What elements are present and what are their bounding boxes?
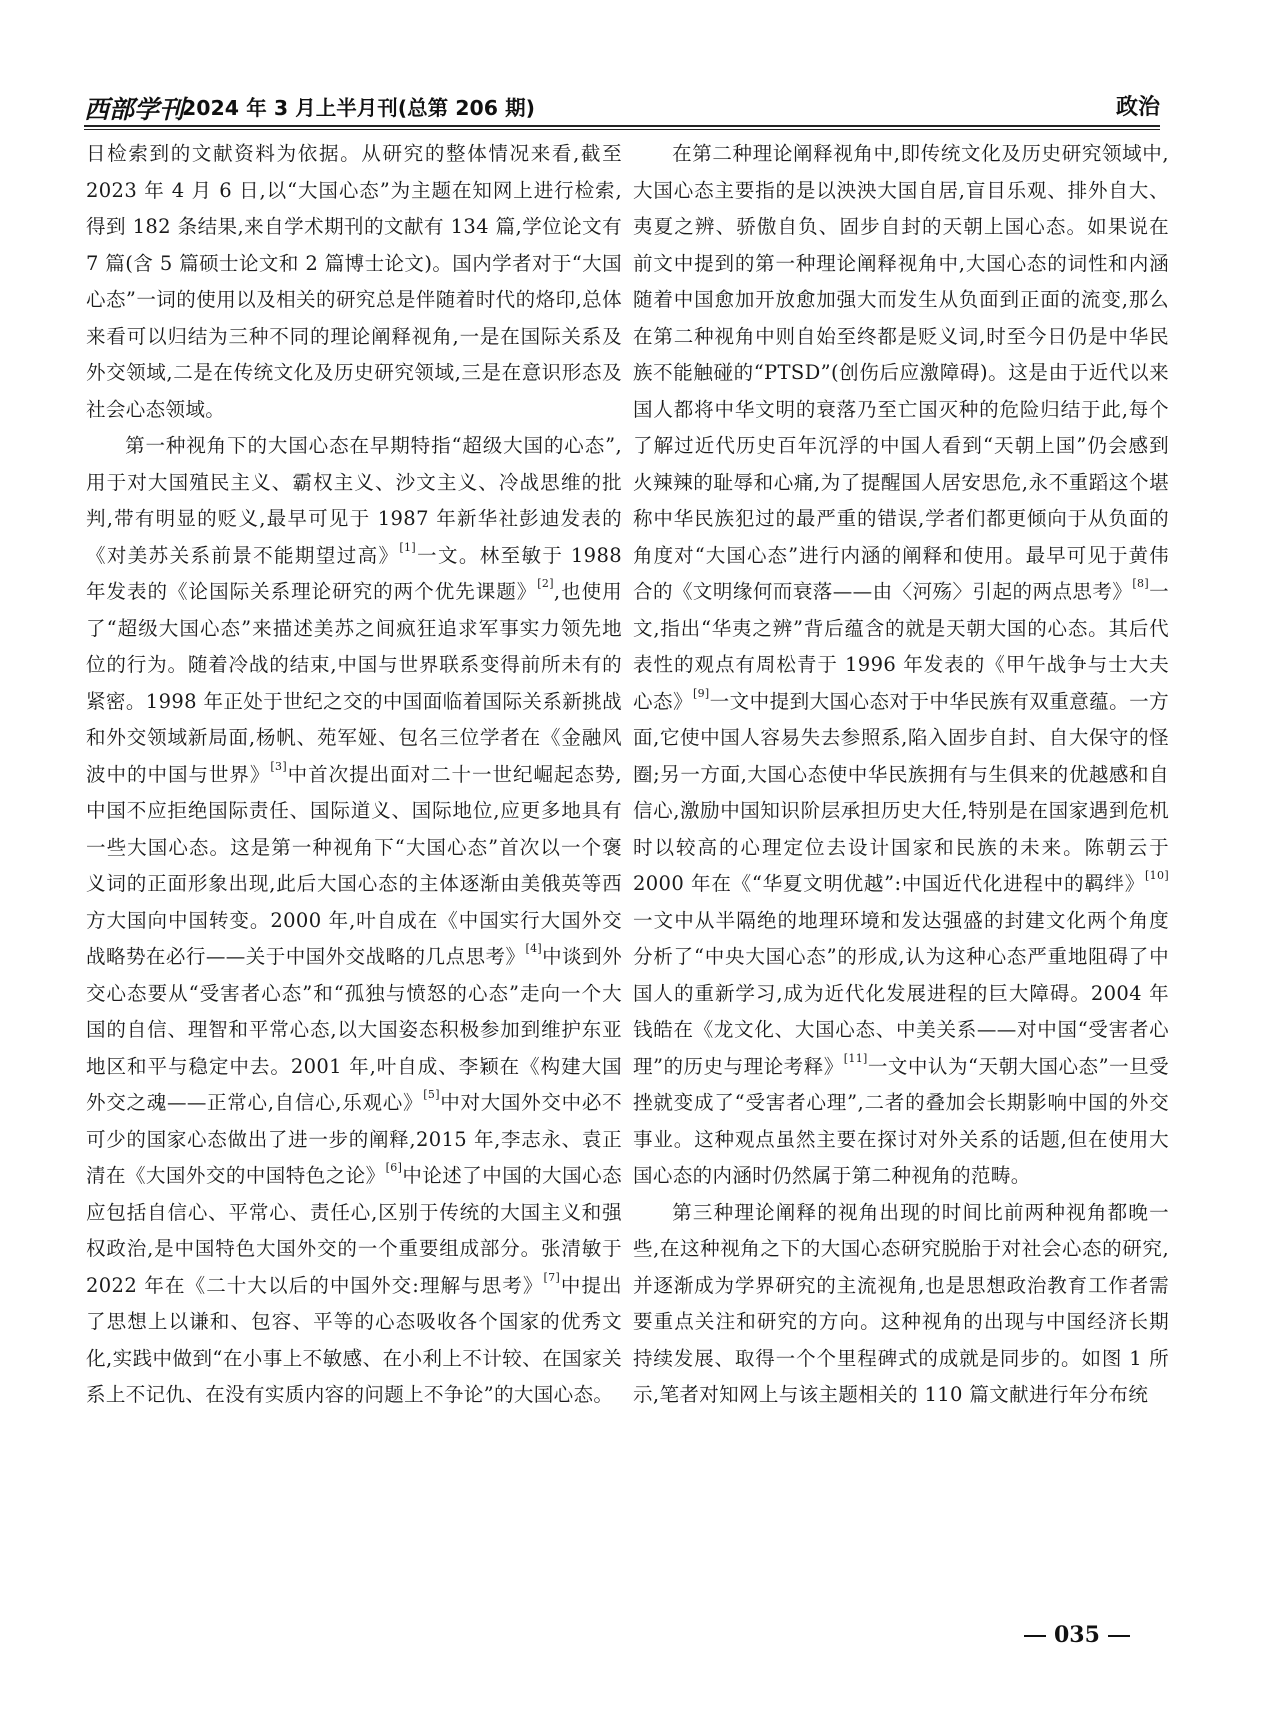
citation: [10] (1145, 869, 1169, 882)
citation: [6] (385, 1161, 403, 1174)
dash (1108, 1635, 1130, 1637)
citation: [8] (1132, 577, 1150, 590)
paragraph: 第三种理论阐释的视角出现的时间比前两种视角都晚一些,在这种视角之下的大国心态研究脱胎于对社会心态的研究,并逐渐成为学界研究的主流视角,也是思想政治教育工作者需要重点关注和研究的方向。这种视角的出现与中国经济长期持续发展、取得一个个里程碑式的成就是同步的。如图 1 所示,笔者对知网上与该主题相关的 110 篇文献进行年分布统 (633, 1200, 1169, 1406)
left-column (86, 136, 622, 1414)
header-rule (84, 125, 1160, 127)
citation: [3] (270, 759, 288, 773)
journal-logo: 西部学刊 (84, 95, 185, 124)
citation: [4] (525, 942, 543, 955)
page-number: 035 (1016, 1622, 1138, 1648)
paragraph: 第一种视角下的大国心态在早期特指“超级大国的心态”,用于对大国殖民主义、霸权主义、沙文主义、冷战思维的批判,带有明显的贬义,最早可见于 1987 年新华社彭迪发表的《对美苏关系前景不能期望过高》[1]一文。林至敏于 1988 年发表的《论国际关系理论研究的两个优先课题》[2],也使用了“超级大国心态”来描述美苏之间疯狂追求军事实力领先地位的行为。随着冷战的结束,中国与世界联系变得前所未有的紧密。1998 年正处于世纪之交的中国面临着国际关系新挑战和外交领域新局面,杨帆、苑军娅、包名三位学者在《金融风波中的中国与世界》[3]中首次提出面对二十一世纪崛起态势,中国不应拒绝国际责任、国际道义、国际地位,应更多地具有一些大国心态。这是第一种视角下“大国心态”首次以一个褒义词的正面形象出现,此后大国心态的主体逐渐由美俄英等西方大国向中国转变。2000 年,叶自成在《中国实行大国外交战略势在必行——关于中国外交战略的几点思考》[4]中谈到外交心态要从“受害者心态”和“孤独与愤怒的心态”走向一个大国的自信、理智和平常心态,以大国姿态积极参加到维护东亚地区和平与稳定中去。2001 年,叶自成、李颖在《构建大国外交之魂——正常心,自信心,乐观心》[5]中对大国外交中必不可少的国家心态做出了进一步的阐释,2015 年,李志永、袁正清在《大国外交的中国特色之论》[6]中论述了中国的大国心态应包括自信心、平常心、责任心,区别于传统的大国主义和强权政治,是中国特色大国外交的一个重要组成部分。张清敏于 2022 年在《二十大以后的中国外交:理解与思考》[7]中提出了思想上以谦和、包容、平等的心态吸收各个国家的优秀文化,实践中做到“在小事上不敏感、在小利上不计较、在国家关系上不记仇、在没有实质内容的问题上不争论”的大国心态。 (86, 434, 623, 1406)
right-column (633, 136, 1169, 1414)
section-label: 政治 (1115, 95, 1160, 120)
citation: [9] (692, 686, 710, 700)
paragraph: 在第二种理论阐释视角中,即传统文化及历史研究领域中,大国心态主要指的是以泱泱大国自居,盲目乐观、排外自大、夷夏之辨、骄傲自负、固步自封的天朝上国心态。如果说在前文中提到的第一种理论阐释视角中,大国心态的词性和内涵随着中国愈加开放愈加强大而发生从负面到正面的流变,那么在第二种视角中则自始至终都是贬义词,时至今日仍是中华民族不能触碰的“PTSD”(创伤后应激障碍)。这是由于近代以来国人都将中华文明的衰落乃至亡国灭种的危险归结于此,每个了解过近代历史百年沉浮的中国人看到“天朝上国”仍会感到火辣辣的耻辱和心痛,为了提醒国人居安思危,永不重蹈这个堪称中华民族犯过的最严重的错误,学者们都更倾向于从负面的角度对“大国心态”进行内涵的阐释和使用。最早可见于黄伟合的《文明缘何而衰落——由〈河殇〉引起的两点思考》[8]一文,指出“华夷之辨”背后蕴含的就是天朝大国的心态。其后代表性的观点有周松青于 1996 年发表的《甲午战争与士大夫心态》[9]一文中提到大国心态对于中华民族有双重意蕴。一方面,它使中国人容易失去参照系,陷入固步自封、自大保守的怪圈;另一方面,大国心态使中华民族拥有与生俱来的优越感和自信心,激励中国知识阶层承担历史大任,特别是在国家遇到危机时以较高的心理定位去设计国家和民族的未来。陈朝云于 2000 年在《“华夏文明优越”:中国近代化进程中的羁绊》[10]一文中从半隔绝的地理环境和发达强盛的封建文化两个角度分析了“中央大国心态”的形成,认为这种心态严重地阻碍了中国人的重新学习,成为近代化发展进程的巨大障碍。2004 年钱皓在《龙文化、大国心态、中美关系——对中国“受害者心理”的历史与理论考释》[11]一文中认为“天朝大国心态”一旦受挫就变成了“受害者心理”,二者的叠加会长期影响中国的外交事业。这种观点虽然主要在探讨对外关系的话题,但在使用大国心态的内涵时仍然属于第二种视角的范畴。 (633, 142, 1169, 1187)
citation: [1] (399, 540, 417, 554)
citation: [2] (537, 577, 554, 590)
citation: [7] (543, 1270, 561, 1284)
header-rule-thin (84, 129, 1160, 130)
dash (1024, 1635, 1046, 1637)
issue-info: 2024 年 3 月上半月刊(总第 206 期) (182, 96, 536, 120)
running-header (84, 86, 1160, 128)
citation: [11] (843, 1051, 868, 1065)
paragraph: 日检索到的文献资料为依据。从研究的整体情况来看,截至 2023 年 4 月 6 日,以“大国心态”为主题在知网上进行检索,得到 182 条结果,来自学术期刊的文献有 134 篇,学位论文有 7 篇(含 5 篇硕士论文和 2 篇博士论文)。国内学者对于“大国心态”一词的使用以及相关的研究总是伴随着时代的烙印,总体来看可以归结为三种不同的理论阐释视角,一是在国际关系及外交领域,二是在传统文化及历史研究领域,三是在意识形态及社会心态领域。 (86, 142, 622, 421)
citation: [5] (423, 1088, 440, 1101)
